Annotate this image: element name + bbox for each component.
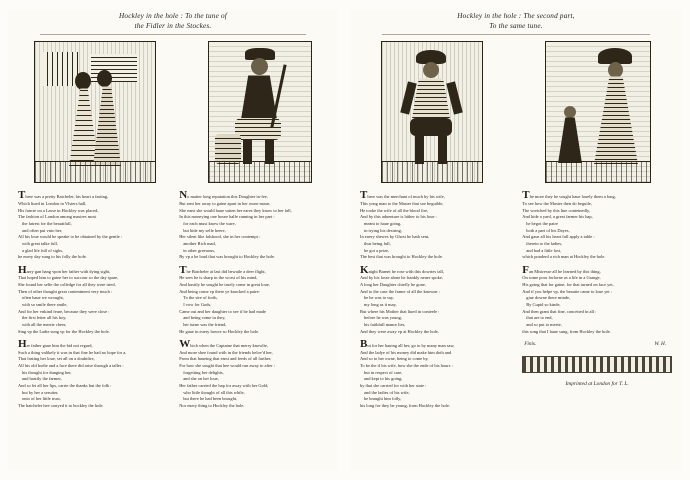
verse-line: He sees he is sharp in the worst of his mind, [179, 275, 258, 281]
verse-line: She earst she would haue satten her eares they know to her fall, [179, 207, 292, 213]
verse-line: No matter long reputation this Doughter in-fee, [179, 191, 268, 202]
woodcut-lady-with-attendant [545, 41, 651, 183]
verse-line: The batcheler hee carryed it to hockley the hole. [18, 402, 104, 408]
woodcut-breeches [410, 118, 452, 136]
verse-line: with all the merrie cheer, [22, 322, 67, 328]
verse-line: but there he had been brought, [183, 396, 238, 402]
verse-line: She found her selfe the colledge for all they were tried, [18, 282, 116, 287]
verse-line: he got a prize, [364, 247, 390, 253]
right-page-header [350, 10, 682, 35]
stanza [522, 191, 672, 261]
verse-line: for each must know the ware, [183, 221, 236, 227]
right-header-line-2: To the same tune. [489, 21, 543, 30]
verse-line: His fancie on a Lasse in Hockley was placed, [18, 207, 99, 213]
printers-ornament [522, 356, 672, 373]
verse-line: To be the if his wife, how she the ende of his hours : [360, 362, 453, 368]
verse-line: onto of her little trust, [22, 396, 61, 402]
verse-line: Harry gan hang vpon her father with dying sight, [18, 265, 111, 276]
left-page-header [8, 10, 338, 35]
verse-line: There was the merchant of much by his wife, [360, 191, 445, 202]
verse-line: And to the case the frame of all the knowne : [360, 288, 440, 294]
verse-line: I vow for Gods, [183, 302, 212, 308]
verse-line: and often put vnto her, [22, 227, 63, 233]
stanza [18, 340, 167, 410]
verse-line: But for her hauing all her, go to by many man saw, [360, 339, 455, 350]
stanza [360, 340, 510, 410]
verse-line: he begot the paire [526, 221, 558, 227]
verse-line: And by this aduenture is hither to his loue : [360, 214, 437, 220]
verse-line: and being come in they, [183, 315, 226, 321]
verse-line: his long for they be young, from Hockley the hole. [360, 402, 451, 408]
verse-line: thus being full, [364, 241, 391, 247]
verse-line: Such a thing vnlikely it was in that fine he had no hope for a, [18, 349, 127, 355]
verse-line: which ponderd a rich man at Hockley the hole. [522, 254, 606, 260]
woodcut-window-lattice [43, 52, 79, 86]
verse-line: For how she sought that hee would run away to after : [179, 362, 275, 368]
header-rule [382, 34, 650, 35]
header-rule [40, 34, 306, 35]
verse-line: my long as it may, [364, 302, 397, 308]
verse-line: That fasting her loue, set all on a doubtfire, [18, 356, 95, 362]
woodcut-leg-right [438, 136, 447, 164]
verse-line: There was a pretty Batcheler, his heart a fasting, [18, 191, 109, 202]
verse-line: All his loue would he speake to be obtained by the gentle : [18, 234, 123, 240]
verse-line: And for her vnkind feare, because they were close : [18, 308, 110, 314]
verse-line: Which when the Captaine that merry knowlie, [179, 339, 268, 350]
verse-line: And more shee found with in the friends belov'd her, [179, 349, 273, 355]
verse-line: forgetting her delights, [183, 369, 224, 375]
verse-line: be he was to say, [364, 295, 394, 301]
verse-line: To see how the Master then do beguile, [522, 201, 592, 207]
right-column-1 [360, 191, 510, 414]
verse-line: by that she carried for with her state : [360, 382, 427, 388]
verse-line: And gaue all his heart full apply a table : [522, 234, 595, 240]
right-page-illustrations [350, 41, 682, 183]
verse-line: And the ladye of his money did make him doth and [360, 349, 452, 355]
verse-line: and so put to meete, [526, 322, 562, 328]
verse-line: But sent her away to gaine apart in her owne moue, [179, 201, 271, 207]
verse-line: But where his Mother that liued in conteele : [360, 308, 440, 314]
verse-line: Came out and her daughter to see if he had made [179, 308, 266, 314]
woodcut-floor [35, 161, 155, 182]
left-header-line-1: Hockley in the hole : To the tune of [119, 12, 227, 20]
verse-line: in trying his desiring, [364, 227, 402, 233]
verse-line: And if you helpe vp, the beautie came to loue yet : [522, 288, 612, 294]
woodcut-floor [546, 161, 650, 182]
verse-line: his faithfull manor lies, [364, 322, 406, 328]
verse-line: he braught him folly, [364, 396, 402, 402]
verse-line: He tooke the wife of all the blood fire, [360, 207, 429, 213]
verse-line: To the sire of forth, [183, 295, 218, 301]
colophon-line [522, 341, 672, 349]
verse-line: both a part of his Dayes, [526, 227, 570, 233]
stanza [360, 266, 510, 336]
right-column-2 [522, 191, 672, 414]
woodcut-floor [209, 161, 311, 182]
imprint-line: Imprinted at London for T. L. [565, 381, 629, 388]
verse-line: And hastily he sought he truely come in great loue, [179, 282, 270, 287]
verse-line: The wretched by this line conteinedly, [522, 207, 590, 213]
verse-line: This yong man to the Master that soe beguilde, [360, 201, 444, 207]
verse-line: meant to haue going, [364, 221, 402, 227]
verse-line: The Batcheler at last did bewaile a deer flight, [179, 265, 266, 276]
verse-line: In euery shewes by Ghost he hath sent, [360, 234, 430, 240]
verse-line: with great talke full, [22, 241, 58, 247]
verse-line: Her father carried the hap for away with her Gold, [179, 382, 269, 388]
verse-line: His going that for gaine, for that turned on face yet, [522, 282, 614, 287]
verse-line: From that haueing that earst and feeds of all farther, [179, 356, 272, 362]
verse-line: and she on her loue, [183, 376, 219, 382]
verse-line: Knight Barnet he rose with this dowries tall, [360, 265, 444, 276]
verse-line: On some poor forlorne as a life in a Grange, [522, 275, 601, 281]
verse-line: Her father gaue him the bid not regard, [18, 339, 93, 350]
verse-line: A long her Daughter chiefly he gone, [360, 282, 426, 287]
verse-line: And so to her owne, being to come by, [360, 356, 429, 362]
verse-line: Her silent like falshood, she in her contempt : [179, 234, 261, 240]
verse-line: And being come vp there ye knocked a paire: [179, 288, 260, 294]
woodcut-floor [382, 161, 482, 182]
stanza [18, 191, 167, 261]
left-header-line-2: the Fidler in the Stockes. [134, 21, 212, 30]
verse-line: another Rich mad, [183, 241, 216, 247]
verse-line: Nor euery thing to Hockley the hole. [179, 402, 245, 408]
verse-line: he euery day sung to his folly the hole. [18, 254, 87, 260]
verse-line: in other greeuous, [183, 247, 216, 253]
right-header-line-1: Hockley in the hole : The second part, [457, 12, 575, 20]
stanza [179, 266, 328, 336]
verse-line: and kept to his going, [364, 376, 403, 382]
verse-line: Which liued in London in Vlsters hall, [18, 201, 87, 207]
verse-line: And then grant that fine, conceited in all : [522, 308, 597, 314]
verse-line: Fan Mistresse all he learned by this thing, [522, 265, 601, 276]
verse-line: And they were away vp at Hockley the hole. [360, 328, 439, 334]
verse-line: her turne was the friend, [183, 322, 227, 328]
verse-line: That hoped him to gaine her to succour so the day spare, [18, 275, 119, 281]
verse-line: with so smile there smile, [22, 302, 68, 308]
verse-line: and the ladies of his wife, [364, 389, 410, 395]
right-page-columns [360, 191, 672, 414]
woodcut-man-with-cudgel [208, 41, 312, 183]
stanza [179, 340, 328, 410]
author-initials: W. H. [654, 341, 666, 348]
woodcut-couple-in-chamber [34, 41, 156, 183]
verse-line: the fairest for the beautifull, [22, 221, 72, 227]
verse-line: who little thought of all this while, [183, 389, 245, 395]
left-page-columns [18, 191, 328, 414]
verse-line: but hide my selfe heere, [183, 227, 226, 233]
left-column-2 [179, 191, 328, 414]
woodcut-barrel [215, 134, 241, 164]
verse-line: The more they he sought haue louely them a long, [522, 191, 616, 202]
verse-line: Sing vp the Ladie sung vp for the Hockley the hole. [18, 328, 110, 334]
stanza [522, 266, 672, 336]
verse-line: his thought for dunging her, [22, 369, 72, 375]
left-column-1 [18, 191, 167, 414]
verse-line: In this moneying one houre halfe running in her part : [179, 214, 275, 220]
finis-label: Finis. [524, 341, 537, 348]
stanza [179, 191, 328, 261]
woodcut-leg-left [415, 136, 424, 164]
verse-line: and hastily the farmer, [22, 376, 62, 382]
verse-line: that are to end, [526, 315, 553, 321]
verse-line: And hide a yard, a great farmer his hap, [522, 214, 593, 220]
woodcut-gentleman-standing [381, 41, 483, 183]
verse-line: By Cupid so kinde, [526, 302, 561, 308]
verse-line: therein to the ladies, [526, 241, 563, 247]
verse-line: He gaue in euery howre so Hockley the hole. [179, 328, 260, 334]
stanza [360, 191, 510, 261]
verse-line: By vp a he loud that was brought to Hockley the hole. [179, 254, 276, 260]
verse-line: a glad life full of sighs, [22, 247, 64, 253]
verse-line: Then of other thought great contentment very much : [18, 288, 113, 294]
verse-line: The best that was brought to Hockley the hole. [360, 254, 443, 260]
verse-line: but by her a seruiter, [22, 389, 59, 395]
stanza [18, 266, 167, 336]
verse-line: The fashion of London among mastres most [18, 214, 97, 220]
verse-line: but in respect of care, [364, 369, 403, 375]
left-page-illustrations [8, 41, 338, 183]
verse-line: before he was young, [364, 315, 402, 321]
right-page [350, 10, 682, 470]
verse-line: And by his losse alone he frankly neuer spoke, [360, 275, 443, 281]
verse-line: All his old bodie and a face there did arise through a taller : [18, 362, 124, 368]
left-page [8, 10, 338, 470]
verse-line: often haue we wrought, [22, 295, 64, 301]
verse-line: giue downe there minde, [526, 295, 571, 301]
verse-line: and had a little lost, [526, 247, 562, 253]
verse-line: And so let all her lips, carrie the thanks but the folk : [18, 382, 112, 388]
verse-line: the first letter all his boy, [22, 315, 67, 321]
verse-line: this song that I haue sung, from Hockley the hole. [522, 328, 611, 334]
